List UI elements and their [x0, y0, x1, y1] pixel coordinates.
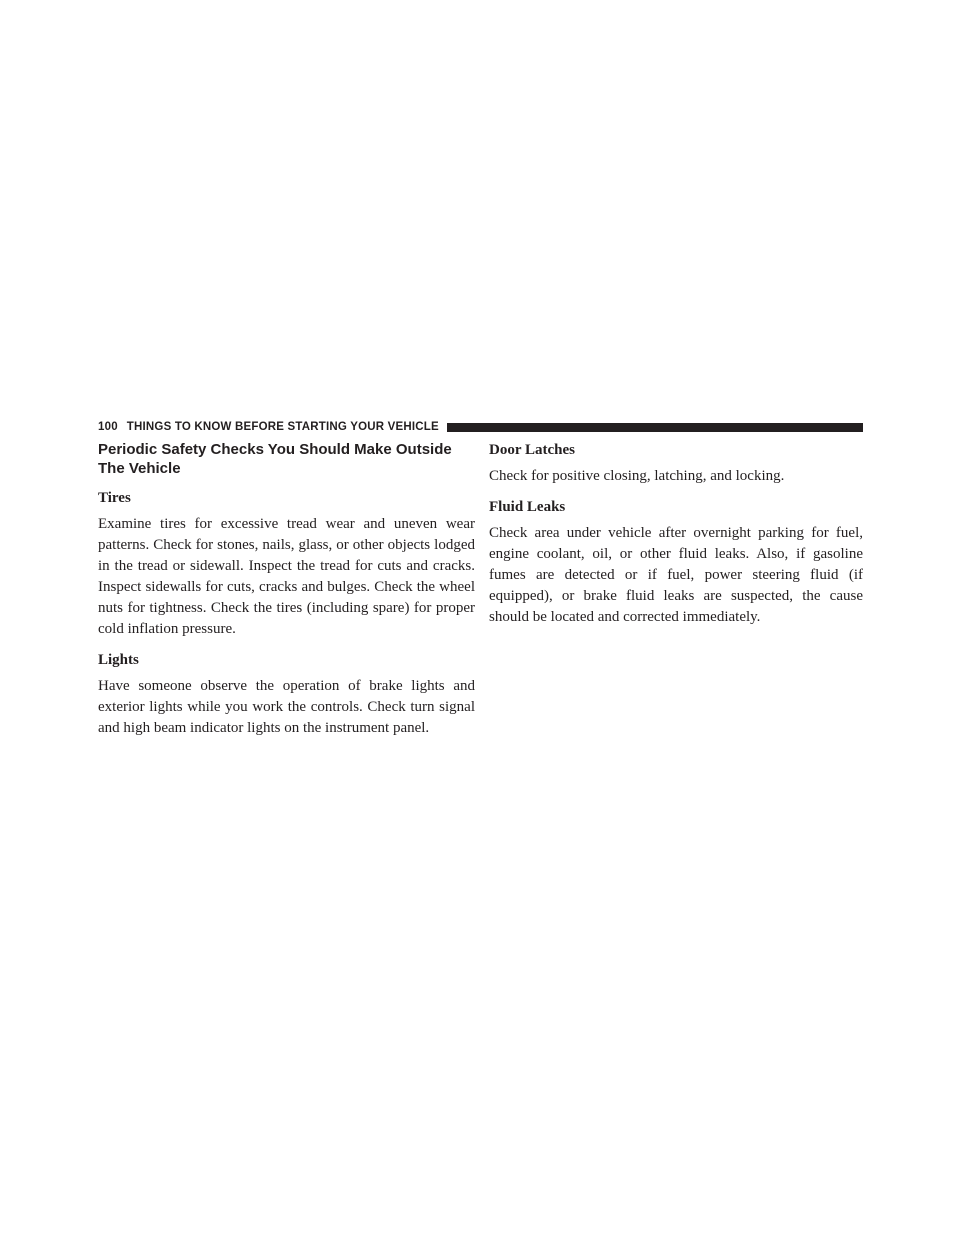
header-rule [447, 423, 863, 432]
section-body-lights: Have someone observe the operation of brake lights and exterior lights while you work the controls. Check turn signal and high beam indicator lights on the instrument panel. [98, 678, 475, 736]
section-body-door-latches: Check for positive closing, latching, and locking. [489, 468, 785, 484]
section-body-tires: Examine tires for excessive tread wear and uneven wear patterns. Check for stones, nails, glass, or other objects lodged in the tread or sidewall. Inspect the tread for cuts and cracks. Inspect sidewalls for cuts, cracks and bulges. Check the wheel nuts for tightness. Check the tires (including spare) for proper cold inflation pressure. [98, 516, 475, 637]
section-heading-tires: Tires [98, 490, 131, 506]
section-heading-fluid-leaks: Fluid Leaks [489, 499, 566, 515]
section-title: THINGS TO KNOW BEFORE STARTING YOUR VEHICLE [126, 421, 439, 433]
section-body-fluid-leaks: Check area under vehicle after overnight parking for fuel, engine coolant, oil, or other fluid leaks. Also, if gasoline fumes are detected or if fuel, power steering fluid (if equipped), or brake fluid leaks are suspected, the cause should be located and corrected immediately. [489, 525, 863, 625]
right-column [489, 440, 863, 638]
main-heading: Periodic Safety Checks You Should Make Outside The Vehicle [98, 441, 452, 477]
page-header [98, 418, 863, 436]
section-heading-door-latches: Door Latches [489, 442, 575, 458]
left-column [98, 440, 475, 749]
page-number: 100 [98, 421, 118, 433]
section-heading-lights: Lights [98, 652, 139, 668]
